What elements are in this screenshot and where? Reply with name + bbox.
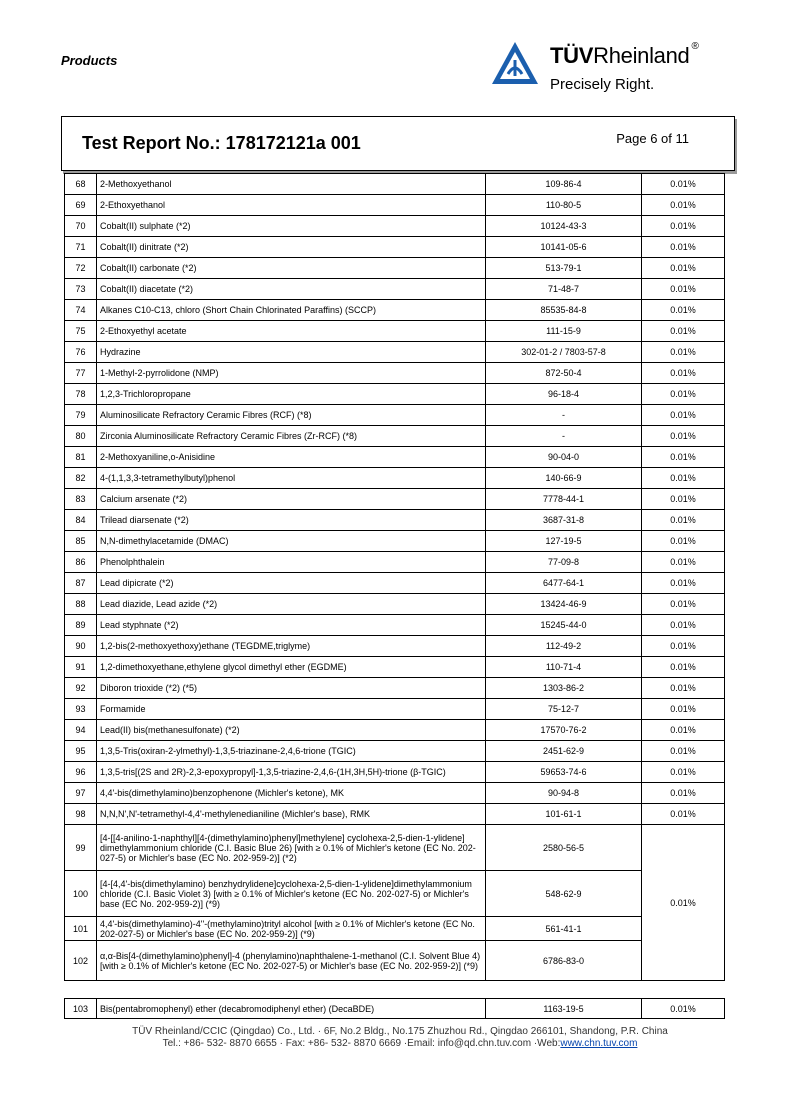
substance-name: Trilead diarsenate (*2) [97, 510, 486, 531]
table-row [65, 573, 725, 594]
limit-value: 0.01% [642, 720, 725, 741]
cas-number: 10124-43-3 [486, 216, 642, 237]
brand-name [550, 43, 699, 69]
table-row [65, 258, 725, 279]
limit-value: 0.01% [642, 657, 725, 678]
limit-value: 0.01% [642, 741, 725, 762]
limit-value: 0.01% [642, 783, 725, 804]
substance-name: 4,4'-bis(dimethylamino)-4''-(methylamino)trityl alcohol [with ≥ 0.1% of Michler's ketone (EC No. 202-027-5) or Michler's base (EC No. 202-959-2)] (*9) [97, 917, 486, 941]
cas-number: 15245-44-0 [486, 615, 642, 636]
cas-number: 1163-19-5 [486, 999, 642, 1019]
limit-value: 0.01% [642, 258, 725, 279]
row-number: 75 [65, 321, 97, 342]
substance-name: 1,2-dimethoxyethane,ethylene glycol dimethyl ether (EGDME) [97, 657, 486, 678]
row-number: 97 [65, 783, 97, 804]
report-title: Test Report No.: 178172121a 001 [82, 133, 361, 153]
limit-value: 0.01% [642, 279, 725, 300]
limit-value: 0.01% [642, 636, 725, 657]
row-number: 94 [65, 720, 97, 741]
table-row [65, 342, 725, 363]
cas-number: 85535-84-8 [486, 300, 642, 321]
cas-number: 110-80-5 [486, 195, 642, 216]
row-number: 92 [65, 678, 97, 699]
limit-value: 0.01% [642, 999, 725, 1019]
limit-value: 0.01% [642, 237, 725, 258]
table-row [65, 762, 725, 783]
substance-name: Cobalt(II) sulphate (*2) [97, 216, 486, 237]
row-number: 95 [65, 741, 97, 762]
substance-name: Zirconia Aluminosilicate Refractory Ceramic Fibres (Zr-RCF) (*8) [97, 426, 486, 447]
limit-value: 0.01% [642, 468, 725, 489]
table-row [65, 636, 725, 657]
cas-number: 872-50-4 [486, 363, 642, 384]
cas-number: 6477-64-1 [486, 573, 642, 594]
cas-number: 112-49-2 [486, 636, 642, 657]
limit-value: 0.01% [642, 216, 725, 237]
cas-number: 111-15-9 [486, 321, 642, 342]
footer [0, 1026, 800, 1050]
table-row [65, 510, 725, 531]
limit-value: 0.01% [642, 615, 725, 636]
cas-number: 77-09-8 [486, 552, 642, 573]
cas-number: 10141-05-6 [486, 237, 642, 258]
substance-name: Bis(pentabromophenyl) ether (decabromodiphenyl ether) (DecaBDE) [97, 999, 486, 1019]
limit-value: 0.01% [642, 573, 725, 594]
row-number: 91 [65, 657, 97, 678]
row-number: 88 [65, 594, 97, 615]
limit-value: 0.01% [642, 174, 725, 195]
substance-name: Phenolphthalein [97, 552, 486, 573]
row-number: 69 [65, 195, 97, 216]
row-number: 74 [65, 300, 97, 321]
table-row [65, 941, 725, 981]
table-row [65, 426, 725, 447]
row-number: 100 [65, 871, 97, 917]
substance-name: Diboron trioxide (*2) (*5) [97, 678, 486, 699]
limit-value: 0.01% [642, 489, 725, 510]
section-label: Products [61, 53, 118, 68]
row-number: 99 [65, 825, 97, 871]
substance-table [64, 173, 725, 981]
limit-value: 0.01% [642, 825, 725, 981]
cas-number: 101-61-1 [486, 804, 642, 825]
row-number: 73 [65, 279, 97, 300]
footer-contact-text: Tel.: +86- 532- 8870 6655 · Fax: +86- 532- 8870 6669 ·Email: info@qd.chn.tuv.com ·Web: [162, 1038, 561, 1049]
table-row [65, 741, 725, 762]
substance-name: Hydrazine [97, 342, 486, 363]
row-number: 98 [65, 804, 97, 825]
substance-name: 2-Methoxyaniline,o-Anisidine [97, 447, 486, 468]
table-row [65, 825, 725, 871]
footer-address: TÜV Rheinland/CCIC (Qingdao) Co., Ltd. · 6F, No.2 Bldg., No.175 Zhuzhou Rd., Qingdao 266101, Shandong, P.R. China [132, 1026, 668, 1037]
row-number: 103 [65, 999, 97, 1019]
limit-value: 0.01% [642, 699, 725, 720]
table-row [65, 594, 725, 615]
cas-number: 2451-62-9 [486, 741, 642, 762]
row-number: 80 [65, 426, 97, 447]
table-row [65, 615, 725, 636]
substance-name: [4-[4,4'-bis(dimethylamino) benzhydrylidene]cyclohexa-2,5-dien-1-ylidene]dimethylammonium chloride (C.I. Basic Violet 3) [with ≥ 0.1% of Michler's ketone (EC No. 202-027-5) or Michler's base (EC No. 202-959-2)] (*9) [97, 871, 486, 917]
cas-number: 127-19-5 [486, 531, 642, 552]
table-row [65, 363, 725, 384]
cas-number: 1303-86-2 [486, 678, 642, 699]
substance-name: Aluminosilicate Refractory Ceramic Fibres (RCF) (*8) [97, 405, 486, 426]
substance-name: 2-Methoxyethanol [97, 174, 486, 195]
row-number: 71 [65, 237, 97, 258]
cas-number: 7778-44-1 [486, 489, 642, 510]
row-number: 79 [65, 405, 97, 426]
limit-value: 0.01% [642, 531, 725, 552]
table-row [65, 999, 725, 1019]
brand-regular: Rheinland [593, 43, 690, 68]
slogan: Precisely Right. [550, 76, 655, 93]
substance-name: 1,3,5-Tris(oxiran-2-ylmethyl)-1,3,5-triazinane-2,4,6-trione (TGIC) [97, 741, 486, 762]
substance-name: Formamide [97, 699, 486, 720]
report-header-box [61, 116, 735, 171]
substance-name: Lead(II) bis(methanesulfonate) (*2) [97, 720, 486, 741]
table-row [65, 195, 725, 216]
row-number: 93 [65, 699, 97, 720]
table-row [65, 531, 725, 552]
substance-name: 2-Ethoxyethyl acetate [97, 321, 486, 342]
limit-value: 0.01% [642, 195, 725, 216]
cas-number: 548-62-9 [486, 871, 642, 917]
row-number: 76 [65, 342, 97, 363]
table-row [65, 468, 725, 489]
table-row [65, 237, 725, 258]
row-number: 68 [65, 174, 97, 195]
registered-mark: ® [691, 41, 699, 52]
substance-name: α,α-Bis[4-(dimethylamino)phenyl]-4 (phenylamino)naphthalene-1-methanol (C.I. Solvent Blue 4) [with ≥ 0.1% of Michler's ketone (EC No. 202-027-5) or Michler's base (EC No. 202-959-2)] (*9) [97, 941, 486, 981]
table-row [65, 279, 725, 300]
table-row [65, 783, 725, 804]
limit-value: 0.01% [642, 594, 725, 615]
cas-number: 96-18-4 [486, 384, 642, 405]
table-row [65, 384, 725, 405]
limit-value: 0.01% [642, 426, 725, 447]
cas-number: 90-94-8 [486, 783, 642, 804]
limit-value: 0.01% [642, 384, 725, 405]
limit-value: 0.01% [642, 804, 725, 825]
row-number: 81 [65, 447, 97, 468]
cas-number: 110-71-4 [486, 657, 642, 678]
cas-number: 6786-83-0 [486, 941, 642, 981]
brand-bold: TÜV [550, 43, 594, 68]
row-number: 70 [65, 216, 97, 237]
limit-value: 0.01% [642, 552, 725, 573]
limit-value: 0.01% [642, 342, 725, 363]
cas-number: 90-04-0 [486, 447, 642, 468]
table-row [65, 699, 725, 720]
cas-number: 302-01-2 / 7803-57-8 [486, 342, 642, 363]
row-number: 90 [65, 636, 97, 657]
website-link[interactable]: www.chn.tuv.com [560, 1038, 638, 1049]
cas-number: 17570-76-2 [486, 720, 642, 741]
cas-number: 140-66-9 [486, 468, 642, 489]
substance-name: 1-Methyl-2-pyrrolidone (NMP) [97, 363, 486, 384]
row-number: 87 [65, 573, 97, 594]
limit-value: 0.01% [642, 363, 725, 384]
cas-number: 71-48-7 [486, 279, 642, 300]
cas-number: 3687-31-8 [486, 510, 642, 531]
table-row [65, 678, 725, 699]
row-number: 77 [65, 363, 97, 384]
limit-value: 0.01% [642, 762, 725, 783]
table-row [65, 804, 725, 825]
triangle-logo-icon [490, 40, 540, 86]
limit-value: 0.01% [642, 321, 725, 342]
row-number: 96 [65, 762, 97, 783]
row-number: 85 [65, 531, 97, 552]
row-number: 78 [65, 384, 97, 405]
table-row [65, 405, 725, 426]
substance-name: Cobalt(II) carbonate (*2) [97, 258, 486, 279]
limit-value: 0.01% [642, 447, 725, 468]
table-row [65, 552, 725, 573]
limit-value: 0.01% [642, 300, 725, 321]
substance-name: 1,3,5-tris[(2S and 2R)-2,3-epoxypropyl]-1,3,5-triazine-2,4,6-(1H,3H,5H)-trione (β-TGIC) [97, 762, 486, 783]
substance-name: Lead diazide, Lead azide (*2) [97, 594, 486, 615]
substance-name: N,N,N',N'-tetramethyl-4,4'-methylenedianiline (Michler's base), RMK [97, 804, 486, 825]
substance-name: 4,4'-bis(dimethylamino)benzophenone (Michler's ketone), MK [97, 783, 486, 804]
cas-number: 2580-56-5 [486, 825, 642, 871]
table-row [65, 657, 725, 678]
row-number: 84 [65, 510, 97, 531]
table-row [65, 489, 725, 510]
cas-number: 561-41-1 [486, 917, 642, 941]
row-number: 83 [65, 489, 97, 510]
substance-name: Calcium arsenate (*2) [97, 489, 486, 510]
row-number: 86 [65, 552, 97, 573]
substance-name: Lead dipicrate (*2) [97, 573, 486, 594]
row-number: 102 [65, 941, 97, 981]
row-number: 89 [65, 615, 97, 636]
row-number: 101 [65, 917, 97, 941]
limit-value: 0.01% [642, 405, 725, 426]
cas-number: 13424-46-9 [486, 594, 642, 615]
cas-number: 109-86-4 [486, 174, 642, 195]
table-row [65, 174, 725, 195]
table-row [65, 216, 725, 237]
substance-name: 4-(1,1,3,3-tetramethylbutyl)phenol [97, 468, 486, 489]
cas-number: 59653-74-6 [486, 762, 642, 783]
page-info: Page 6 of 11 [616, 131, 689, 146]
table-row [65, 300, 725, 321]
table-row [65, 871, 725, 917]
substance-name: N,N-dimethylacetamide (DMAC) [97, 531, 486, 552]
table-row [65, 321, 725, 342]
limit-value: 0.01% [642, 510, 725, 531]
table-row [65, 917, 725, 941]
footer-contact [0, 1038, 800, 1050]
substance-name: Cobalt(II) dinitrate (*2) [97, 237, 486, 258]
cas-number: - [486, 405, 642, 426]
limit-value: 0.01% [642, 678, 725, 699]
substance-name: 1,2,3-Trichloropropane [97, 384, 486, 405]
substance-name: Cobalt(II) diacetate (*2) [97, 279, 486, 300]
substance-name: Alkanes C10-C13, chloro (Short Chain Chlorinated Paraffins) (SCCP) [97, 300, 486, 321]
table-row [65, 720, 725, 741]
substance-name: Lead styphnate (*2) [97, 615, 486, 636]
cas-number: 75-12-7 [486, 699, 642, 720]
substance-name: [4-[[4-anilino-1-naphthyl][4-(dimethylamino)phenyl]methylene] cyclohexa-2,5-dien-1-ylidene] dimethylammonium chloride (C.I. Basic Blue 26) [with ≥ 0.1% of Michler's ketone (EC No. 202-027-5) or Michler's base (EC No. 202-959-2)] (*2) [97, 825, 486, 871]
cas-number: 513-79-1 [486, 258, 642, 279]
tuv-rheinland-logo [490, 38, 730, 100]
table-row [65, 447, 725, 468]
row-number: 72 [65, 258, 97, 279]
substance-table-last [64, 998, 725, 1019]
cas-number: - [486, 426, 642, 447]
row-number: 82 [65, 468, 97, 489]
substance-name: 2-Ethoxyethanol [97, 195, 486, 216]
substance-name: 1,2-bis(2-methoxyethoxy)ethane (TEGDME,triglyme) [97, 636, 486, 657]
